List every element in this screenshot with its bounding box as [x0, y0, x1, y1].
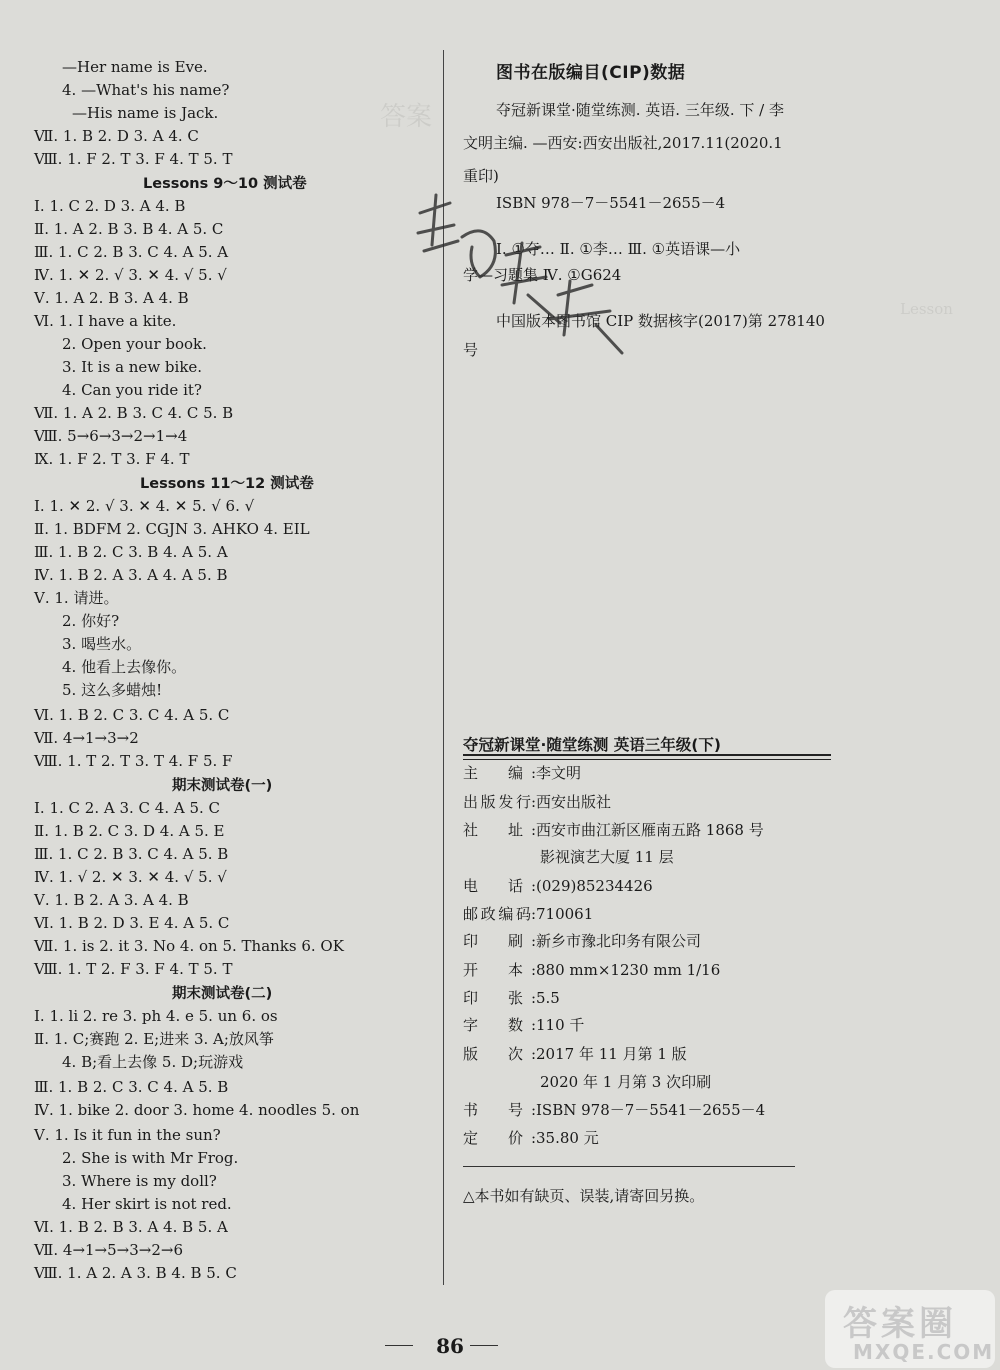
pub-row-colon: :: [531, 821, 537, 839]
pub-row-value: 西安出版社: [536, 793, 612, 811]
answer-line: Ⅷ. 1. T 2. F 3. F 4. T 5. T: [34, 960, 233, 978]
answer-line: 3. Where is my doll?: [62, 1172, 217, 1190]
answer-line: Ⅰ. 1. C 2. D 3. A 4. B: [34, 197, 186, 215]
section-heading: Lessons 9～10 测试卷: [143, 176, 307, 192]
notice-rule: [463, 1166, 795, 1167]
pub-row-value: ISBN 978－7－5541－2655－4: [536, 1101, 766, 1119]
answer-line: Ⅰ. 1. ✕ 2. √ 3. ✕ 4. ✕ 5. √ 6. √: [34, 497, 255, 515]
title-rule: [463, 754, 831, 756]
title-rule: [463, 759, 831, 760]
answer-line: Ⅶ. 4→1→3→2: [34, 729, 139, 747]
answer-line: Ⅴ. 1. 请进。: [34, 589, 119, 607]
answer-line: 3. 喝些水。: [62, 635, 142, 653]
cip-line: 中国版本图书馆 CIP 数据核字(2017)第 278140: [496, 312, 825, 330]
answer-line: Ⅲ. 1. B 2. C 3. C 4. A 5. B: [34, 1078, 229, 1096]
pub-row-value: 5.5: [536, 989, 560, 1007]
pub-row-label: 印 刷: [463, 932, 523, 950]
pub-row-value: 影视演艺大厦 11 层: [540, 848, 674, 866]
pub-row-label: 出 版 发 行: [463, 793, 531, 811]
pub-row-label: 邮 政 编 码: [463, 905, 531, 923]
answer-line: Ⅲ. 1. C 2. B 3. C 4. A 5. B: [34, 845, 229, 863]
answer-line: Ⅰ. 1. C 2. A 3. C 4. A 5. C: [34, 799, 221, 817]
watermark-cn: 答案圈: [843, 1304, 957, 1344]
answer-line: 4. 他看上去像你。: [62, 658, 187, 676]
answer-line: 4. Her skirt is not red.: [62, 1195, 232, 1213]
answer-line: 5. 这么多蜡烛!: [62, 681, 163, 699]
answer-line: —His name is Jack.: [72, 104, 219, 122]
answer-line: Ⅶ. 1. is 2. it 3. No 4. on 5. Thanks 6. OK: [34, 937, 344, 955]
pub-row-colon: :: [531, 793, 537, 811]
pub-row-colon: :: [531, 1101, 537, 1119]
pub-row-label: 开 本: [463, 961, 523, 979]
pub-row-label: 电 话: [463, 877, 523, 895]
answer-line: Ⅶ. 1. A 2. B 3. C 4. C 5. B: [34, 404, 234, 422]
cip-title: 图书在版编目(CIP)数据: [496, 63, 686, 83]
pub-row-colon: :: [531, 989, 537, 1007]
answer-line: Ⅵ. 1. B 2. C 3. C 4. A 5. C: [34, 706, 230, 724]
pub-row-value: 880 mm×1230 mm 1/16: [536, 961, 721, 979]
answer-line: 2. Open your book.: [62, 335, 207, 353]
book-title: 夺冠新课堂·随堂练测 英语三年级(下): [463, 736, 721, 754]
answer-line: Ⅵ. 1. I have a kite.: [34, 312, 177, 330]
pub-row-value: 李文明: [536, 764, 582, 782]
section-heading: Lessons 11～12 测试卷: [140, 476, 314, 492]
answer-line: Ⅴ. 1. B 2. A 3. A 4. B: [34, 891, 189, 909]
answer-line: Ⅲ. 1. B 2. C 3. B 4. A 5. A: [34, 543, 228, 561]
pub-row-label: 版 次: [463, 1045, 523, 1063]
answer-line: Ⅴ. 1. Is it fun in the sun?: [34, 1126, 221, 1144]
answer-line: Ⅱ. 1. A 2. B 3. B 4. A 5. C: [34, 220, 224, 238]
pub-row-value: 2017 年 11 月第 1 版: [536, 1045, 687, 1063]
answer-line: Ⅰ. 1. li 2. re 3. ph 4. e 5. un 6. os: [34, 1007, 278, 1025]
pub-row-value: 710061: [536, 905, 594, 923]
section-heading: 期末测试卷(一): [172, 778, 273, 794]
answer-line: Ⅳ. 1. bike 2. door 3. home 4. noodles 5. on: [34, 1101, 360, 1119]
pub-row-value: (029)85234426: [536, 877, 653, 895]
answer-line: Ⅷ. 1. A 2. A 3. B 4. B 5. C: [34, 1264, 237, 1282]
pub-row-colon: :: [531, 764, 537, 782]
answer-line: Ⅶ. 1. B 2. D 3. A 4. C: [34, 127, 199, 145]
answer-line: Ⅶ. 4→1→5→3→2→6: [34, 1241, 183, 1259]
answer-line: Ⅴ. 1. A 2. B 3. A 4. B: [34, 289, 189, 307]
answer-line: Ⅷ. 1. F 2. T 3. F 4. T 5. T: [34, 150, 233, 168]
answer-line: 4. B;看上去像 5. D;玩游戏: [62, 1053, 244, 1071]
cip-line: 号: [463, 341, 479, 359]
answer-line: Ⅲ. 1. C 2. B 3. C 4. A 5. A: [34, 243, 229, 261]
cip-line: 重印): [463, 167, 499, 185]
pub-row-label: 印 张: [463, 989, 523, 1007]
cip-line: 学—习题集 Ⅳ. ①G624: [463, 266, 622, 284]
pub-row-value: 2020 年 1 月第 3 次印刷: [540, 1073, 712, 1091]
cip-line: 夺冠新课堂·随堂练测. 英语. 三年级. 下 / 李: [496, 101, 784, 119]
pub-row-label: 书 号: [463, 1101, 523, 1119]
answer-line: Ⅵ. 1. B 2. D 3. E 4. A 5. C: [34, 914, 230, 932]
answer-line: Ⅸ. 1. F 2. T 3. F 4. T: [34, 450, 190, 468]
answer-line: 2. 你好?: [62, 612, 120, 630]
answer-line: Ⅵ. 1. B 2. B 3. A 4. B 5. A: [34, 1218, 228, 1236]
pub-row-colon: :: [531, 932, 537, 950]
page-number-dash: [470, 1345, 498, 1346]
answer-line: Ⅷ. 1. T 2. T 3. T 4. F 5. F: [34, 752, 233, 770]
answer-line: Ⅳ. 1. ✕ 2. √ 3. ✕ 4. √ 5. √: [34, 266, 227, 284]
site-watermark: [825, 1290, 995, 1368]
pub-row-label: 定 价: [463, 1129, 523, 1147]
answer-key-column: [0, 0, 440, 1300]
answer-line: Ⅳ. 1. B 2. A 3. A 4. A 5. B: [34, 566, 228, 584]
cip-line: Ⅰ. ①夺… Ⅱ. ①李… Ⅲ. ①英语课—小: [496, 240, 741, 258]
pub-row-label: 社 址: [463, 821, 523, 839]
answer-line: —Her name is Eve.: [62, 58, 208, 76]
notice-text: △本书如有缺页、误装,请寄回另换。: [463, 1187, 705, 1205]
answer-line: 2. She is with Mr Frog.: [62, 1149, 239, 1167]
bleed-through-text: Lesson: [900, 300, 953, 318]
pub-row-label: 主 编: [463, 764, 523, 782]
section-heading: 期末测试卷(二): [172, 986, 273, 1002]
bleed-through-text: 答案: [380, 102, 433, 132]
pub-row-colon: :: [531, 1016, 537, 1034]
answer-line: Ⅷ. 5→6→3→2→1→4: [34, 427, 188, 445]
pub-row-colon: :: [531, 877, 537, 895]
cip-line: ISBN 978－7－5541－2655－4: [496, 194, 726, 212]
column-divider: [443, 50, 444, 1285]
answer-line: 3. It is a new bike.: [62, 358, 203, 376]
answer-line: Ⅱ. 1. C;赛跑 2. E;进来 3. A;放风筝: [34, 1030, 274, 1048]
pub-row-colon: :: [531, 905, 537, 923]
pub-row-value: 新乡市豫北印务有限公司: [536, 932, 702, 950]
answer-line: Ⅱ. 1. B 2. C 3. D 4. A 5. E: [34, 822, 225, 840]
pub-row-colon: :: [531, 1129, 537, 1147]
pub-row-colon: :: [531, 1045, 537, 1063]
answer-line: Ⅳ. 1. √ 2. ✕ 3. ✕ 4. √ 5. √: [34, 868, 227, 886]
answer-line: 4. —What's his name?: [62, 81, 230, 99]
answer-line: 4. Can you ride it?: [62, 381, 202, 399]
pub-row-colon: :: [531, 961, 537, 979]
pub-row-value: 110 千: [536, 1016, 585, 1034]
cip-line: 文明主编. —西安:西安出版社,2017.11(2020.1: [463, 134, 783, 152]
answer-line: Ⅱ. 1. BDFM 2. CGJN 3. AHKO 4. EIL: [34, 520, 310, 538]
pub-row-value: 西安市曲江新区雁南五路 1868 号: [536, 821, 764, 839]
pub-row-label: 字 数: [463, 1016, 523, 1034]
page-number: 86: [436, 1334, 464, 1358]
watermark-en: MXQE.COM: [853, 1340, 995, 1364]
pub-row-value: 35.80 元: [536, 1129, 599, 1147]
